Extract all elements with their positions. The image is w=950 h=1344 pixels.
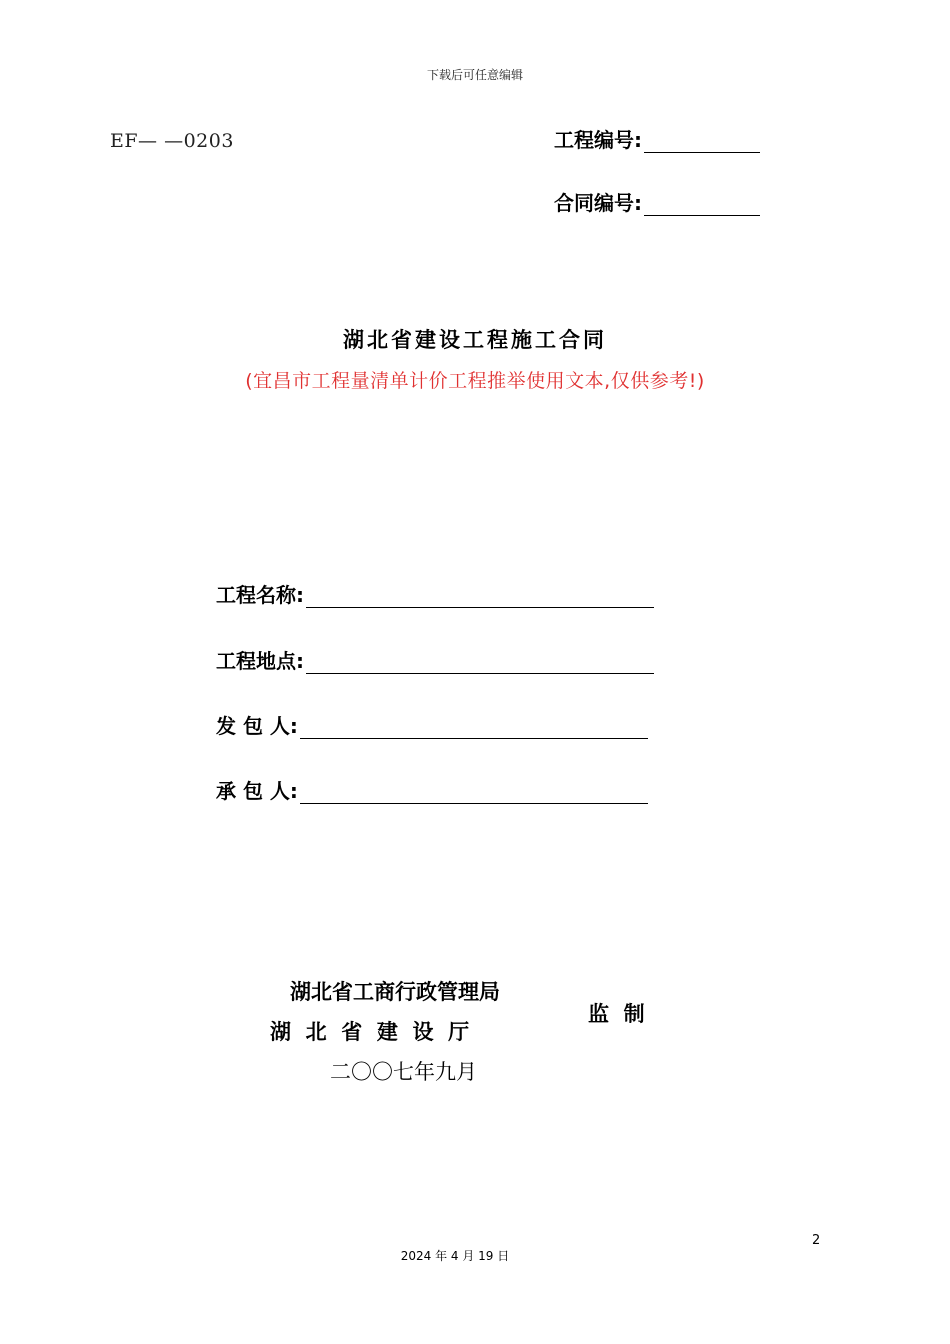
field-blank (306, 649, 654, 674)
form-code: EF— —0203 (110, 130, 234, 152)
field-project-location (216, 645, 654, 674)
field-blank (300, 714, 648, 739)
footer-date: 2024 年 4 月 19 日 (400, 1249, 510, 1263)
issue-date: 二〇〇七年九月 (330, 1060, 477, 1084)
issuer-construction-dept: 湖 北 省 建 设 厅 (270, 1020, 470, 1044)
issuer-commerce-bureau: 湖北省工商行政管理局 (290, 980, 500, 1004)
field-label: 工程名称: (216, 583, 304, 607)
project-number-row (554, 124, 760, 153)
project-number-label: 工程编号: (554, 128, 642, 152)
field-blank (300, 779, 648, 804)
supervise-label: 监 制 (588, 1002, 645, 1026)
document-title: 湖北省建设工程施工合同 (343, 328, 607, 352)
field-blank (306, 583, 654, 608)
page-number: 2 (812, 1233, 821, 1248)
header-note: 下载后可任意编辑 (426, 68, 523, 82)
field-contractor (216, 775, 648, 804)
contract-number-row (554, 187, 760, 216)
contract-number-blank (644, 193, 760, 216)
field-label: 承 包 人: (216, 779, 298, 803)
document-subtitle: (宜昌市工程量清单计价工程推举使用文本,仅供参考!) (245, 370, 705, 392)
contract-number-label: 合同编号: (554, 191, 642, 215)
project-number-blank (644, 130, 760, 153)
field-project-name (216, 579, 654, 608)
field-label: 发 包 人: (216, 714, 298, 738)
field-label: 工程地点: (216, 649, 304, 673)
field-employer (216, 710, 648, 739)
